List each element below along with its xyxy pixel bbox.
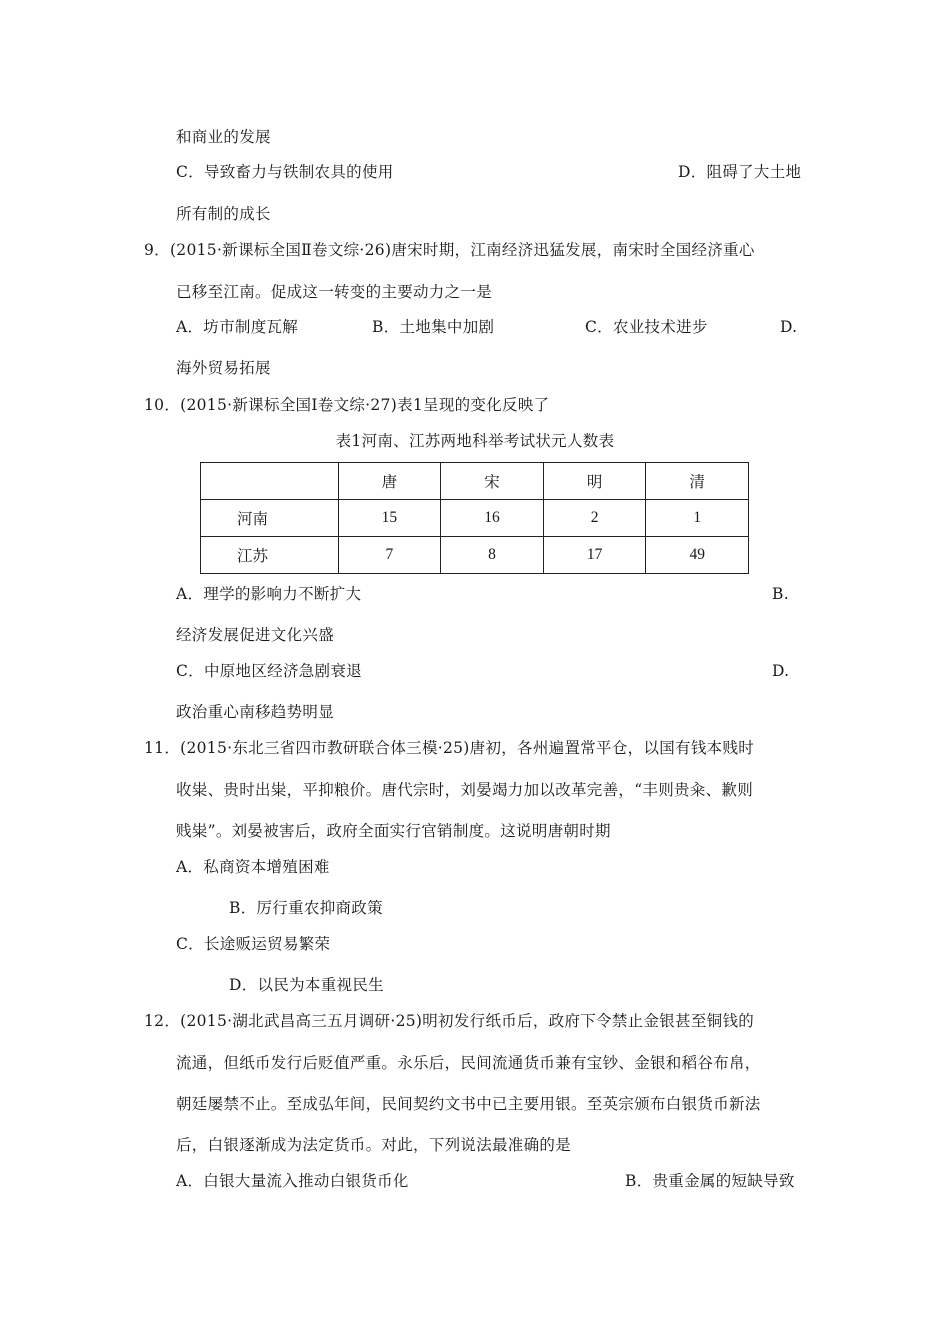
q9-option-d-text: 海外贸易拓展 (176, 359, 271, 377)
question-11: 11．(2015·东北三省四市教研联合体三模·25)唐初，各州遍置常平仓，以国有钱本贱时 (144, 739, 755, 757)
table-header: 清 (646, 463, 749, 500)
q12-option-a: A．白银大量流入推动白银货币化 (176, 1172, 409, 1190)
q11-option-c: C．长途贩运贸易繁荣 (176, 935, 331, 953)
q11-option-d: D．以民为本重视民生 (229, 976, 384, 994)
table-caption: 表1河南、江苏两地科举考试状元人数表 (335, 432, 615, 450)
q9-option-b: B．土地集中加剧 (372, 318, 495, 336)
question-11-cont: 收粜、贵时出粜，平抑粮价。唐代宗时，刘晏竭力加以改革完善，“丰则贵籴、歉则 (176, 781, 754, 799)
q11-option-b: B．厉行重农抑商政策 (229, 899, 383, 917)
q11-option-a: A．私商资本增殖困难 (176, 858, 330, 876)
question-12: 12．(2015·湖北武昌高三五月调研·25)明初发行纸币后，政府下令禁止金银甚至铜钱的 (144, 1012, 755, 1030)
table-row (201, 537, 749, 574)
q10-option-b-text: 经济发展促进文化兴盛 (176, 626, 335, 644)
table-corner (201, 463, 339, 500)
table-header: 明 (543, 463, 646, 500)
table-cell: 1 (646, 500, 749, 537)
q10-option-d-label: D. (772, 662, 790, 680)
row-label: 河南 (201, 500, 339, 537)
data-table (200, 462, 749, 574)
q9-option-c: C．农业技术进步 (585, 318, 708, 336)
table-header: 唐 (338, 463, 441, 500)
table-header: 宋 (441, 463, 544, 500)
table-cell: 7 (338, 537, 441, 574)
table-row (201, 500, 749, 537)
q10-option-d-text: 政治重心南移趋势明显 (176, 703, 335, 721)
question-12-cont: 朝廷屡禁不止。至成弘年间，民间契约文书中已主要用银。至英宗颁布白银货币新法 (176, 1095, 761, 1113)
table-cell: 15 (338, 500, 441, 537)
q10-option-a: A．理学的影响力不断扩大 (176, 585, 362, 603)
question-9: 9．(2015·新课标全国Ⅱ卷文综·26)唐宋时期，江南经济迅猛发展，南宋时全国经济重心 (144, 241, 755, 259)
q10-option-c: C．中原地区经济急剧衰退 (176, 662, 362, 680)
table-cell: 16 (441, 500, 544, 537)
table-header-row (201, 463, 749, 500)
text-line: 所有制的成长 (176, 205, 271, 223)
table-cell: 8 (441, 537, 544, 574)
option-c: C．导致畜力与铁制农具的使用 (176, 163, 394, 181)
q9-option-a: A．坊市制度瓦解 (176, 318, 299, 336)
question-12-cont: 流通，但纸币发行后贬值严重。永乐后，民间流通货币兼有宝钞、金银和稻谷布帛， (176, 1054, 761, 1072)
table-cell: 17 (543, 537, 646, 574)
question-12-cont: 后，白银逐渐成为法定货币。对此，下列说法最准确的是 (176, 1136, 572, 1154)
text-line: 和商业的发展 (176, 128, 271, 146)
option-d: D．阻碍了大土地 (678, 163, 802, 181)
q9-option-d-label: D. (780, 318, 798, 336)
row-label: 江苏 (201, 537, 339, 574)
q12-option-b: B．贵重金属的短缺导致 (625, 1172, 795, 1190)
question-10: 10．(2015·新课标全国Ⅰ卷文综·27)表1呈现的变化反映了 (144, 396, 550, 414)
table-cell: 2 (543, 500, 646, 537)
table-cell: 49 (646, 537, 749, 574)
question-9-cont: 已移至江南。促成这一转变的主要动力之一是 (176, 283, 493, 301)
q10-option-b-label: B. (772, 585, 789, 603)
question-11-cont: 贱粜”。刘晏被害后，政府全面实行官销制度。这说明唐朝时期 (176, 822, 611, 840)
